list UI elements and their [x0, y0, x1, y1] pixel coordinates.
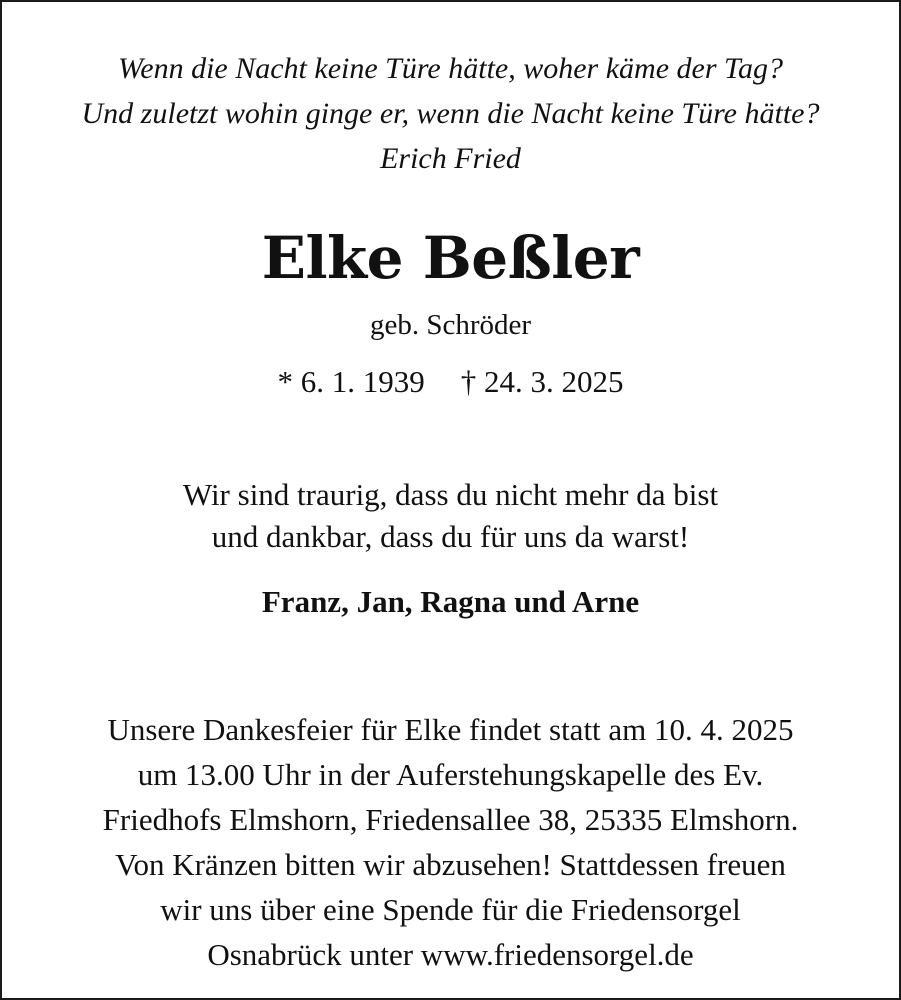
poem-quote [2, 46, 899, 181]
life-dates [2, 360, 899, 404]
info-line-1: Unsere Dankesfeier für Elke findet statt am 10. 4. 2025 [107, 712, 794, 747]
quote-line-1: Wenn die Nacht keine Türe hätte, woher käme der Tag? [118, 52, 783, 85]
deceased-name: Elke Beßler [261, 224, 640, 292]
ceremony-info [2, 707, 899, 977]
info-line-3: Friedhofs Elmshorn, Friedensallee 38, 25335 Elmshorn. [102, 802, 799, 837]
quote-author: Erich Fried [380, 142, 521, 175]
death-date: † 24. 3. 2025 [460, 364, 624, 399]
mourning-message [2, 474, 899, 558]
info-line-5: wir uns über eine Spende für die Friedensorgel [160, 892, 741, 927]
message-line-2: und dankbar, dass du für uns da warst! [211, 519, 690, 554]
birth-date: * 6. 1. 1939 [277, 364, 425, 399]
maiden-name: geb. Schröder [369, 309, 532, 341]
info-line-6: Osnabrück unter www.friedensorgel.de [207, 937, 694, 972]
family-signature: Franz, Jan, Ragna und Arne [261, 584, 640, 619]
message-line-1: Wir sind traurig, dass du nicht mehr da bist [182, 477, 719, 512]
info-line-4: Von Kränzen bitten wir abzusehen! Stattdessen freuen [115, 847, 786, 882]
info-line-2: um 13.00 Uhr in der Auferstehungskapelle des Ev. [137, 757, 764, 792]
quote-line-2: Und zuletzt wohin ginge er, wenn die Nacht keine Türe hätte? [81, 97, 820, 130]
